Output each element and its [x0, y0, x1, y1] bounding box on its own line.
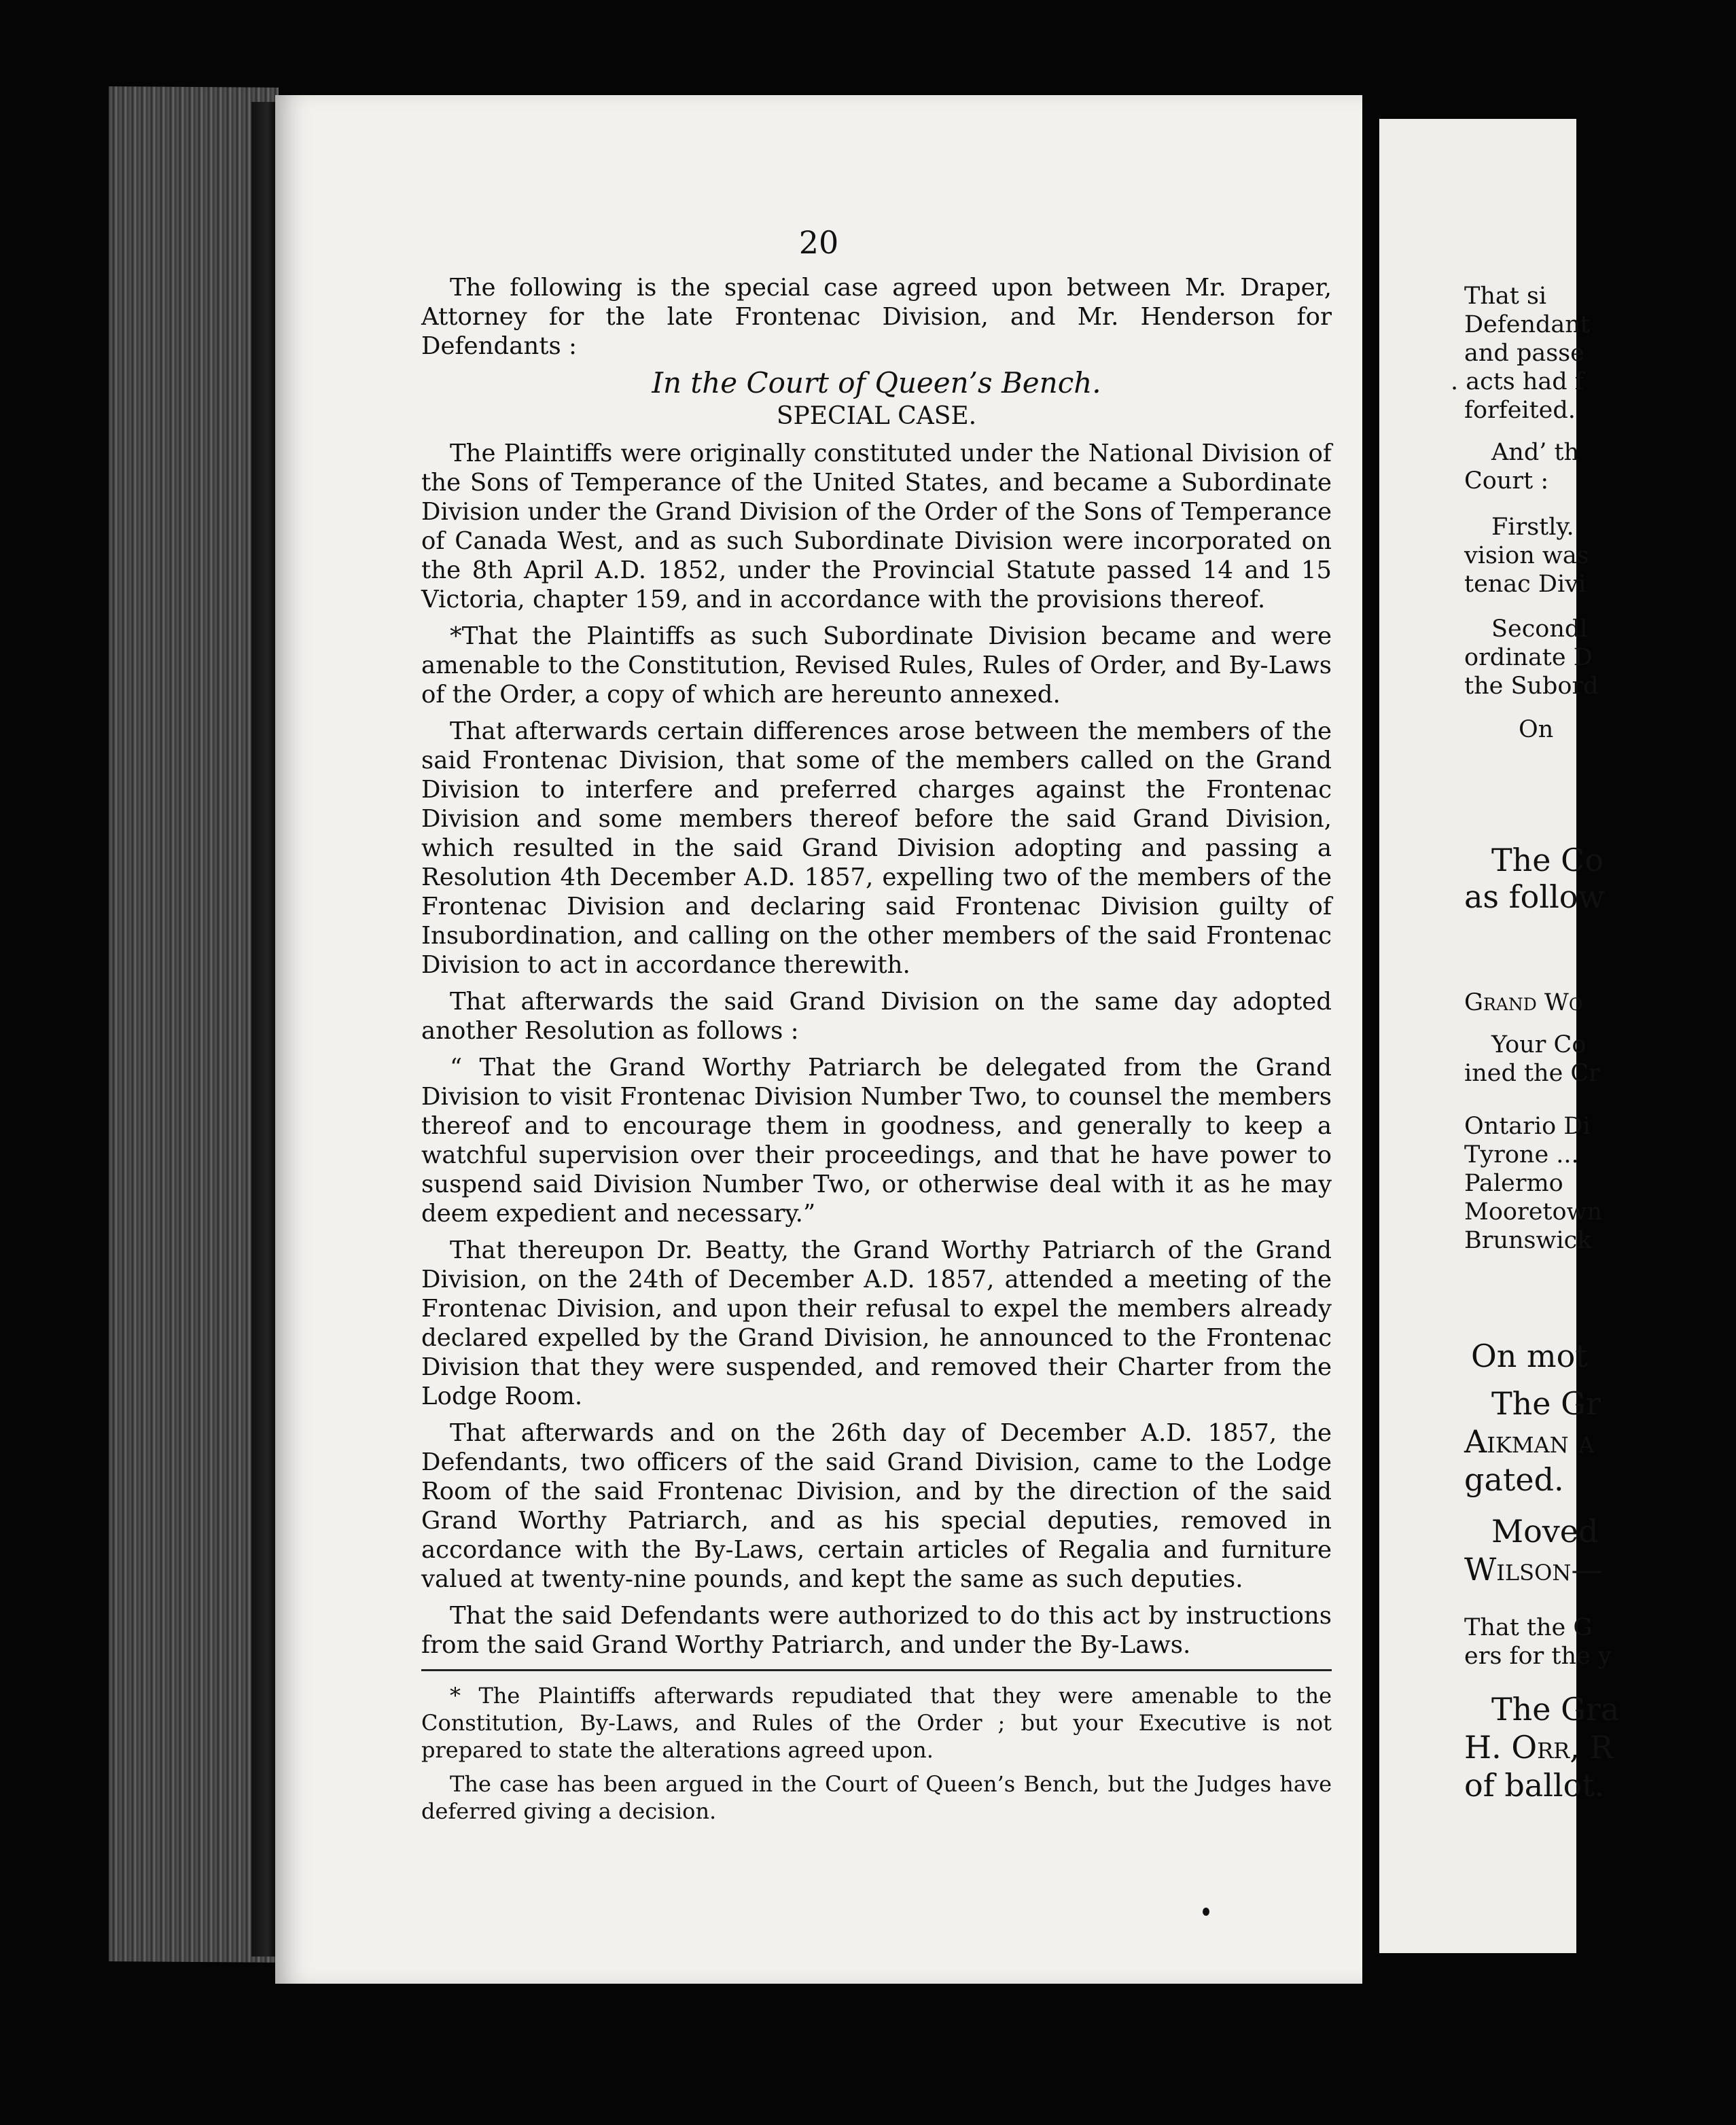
facing-line: vision was	[1464, 542, 1589, 569]
facing-line: Grand Wo	[1464, 989, 1583, 1016]
facing-line: gated.	[1464, 1461, 1564, 1498]
facing-line: Your Co	[1491, 1031, 1587, 1058]
facing-line: Firstly.	[1491, 514, 1574, 541]
facing-line: The Co	[1491, 842, 1604, 878]
facing-line: Ontario Di	[1464, 1113, 1591, 1140]
footnote: The case has been argued in the Court of Queen’s Bench, but the Judges have deferred giving a decision.	[421, 1771, 1332, 1824]
facing-line: That the G	[1464, 1614, 1593, 1641]
facing-line: Tyrone ...	[1464, 1141, 1579, 1168]
paragraph: The Plaintiffs were originally constituted under the National Division of the Sons of Temperance of the United States, and became a Subordinate Division under the Grand Division of the Order of the Sons of Temperance of Canada West, and as such Subordinate Division were incorporated on the 8th April A.D. 1852, under the Provincial Statute passed 14 and 15 Victoria, chapter 159, and in accordance with the provisions thereof.	[421, 440, 1332, 613]
paragraph: That thereupon Dr. Beatty, the Grand Worthy Patriarch of the Grand Division, on the 24th of December A.D. 1857, attended a meeting of the Frontenac Division, and upon their refusal to expel the members already declared expelled by the Grand Division, he announced to the Frontenac Division that they were suspended, and removed their Charter from the Lodge Room.	[421, 1236, 1332, 1410]
left-page	[275, 95, 1362, 1984]
paragraph: That the said Defendants were authorized to do this act by instructions from the said Grand Worthy Patriarch, and under the By-Laws.	[421, 1602, 1332, 1659]
facing-line: H. Orr, R	[1464, 1729, 1614, 1766]
facing-page	[1379, 119, 1620, 1953]
facing-line: The Gr	[1491, 1385, 1601, 1422]
facing-line: Brunswick	[1464, 1227, 1592, 1254]
intro-paragraph: The following is the special case agreed upon between Mr. Draper, Attorney for the late Frontenac Division, and Mr. Henderson for Defendants :	[421, 274, 1332, 360]
facing-line: Aikman a	[1464, 1423, 1595, 1460]
facing-line: tenac Divi	[1464, 571, 1587, 598]
page-number: 20	[798, 224, 839, 261]
facing-line: ers for the y	[1464, 1643, 1612, 1670]
facing-line: That si	[1464, 283, 1547, 310]
facing-line: Palermo	[1464, 1170, 1563, 1197]
footnote-divider	[421, 1669, 1332, 1671]
ink-spot	[1203, 1908, 1209, 1916]
facing-line: . acts had f	[1451, 368, 1584, 395]
resolution-quote: “ That the Grand Worthy Patriarch be delegated from the Grand Division to visit Frontenac Division Number Two, to counsel the members thereof and to encourage them in goodness, and generally to keep a watchful supervision over their proceedings, and that he have power to suspend said Division Number Two, or otherwise deal with it as he may deem expedient and necessary.”	[421, 1054, 1332, 1228]
special-case-heading: SPECIAL CASE.	[776, 402, 977, 430]
facing-line: forfeited.	[1464, 397, 1576, 424]
facing-line: Mooretown	[1464, 1198, 1603, 1226]
page-body	[421, 273, 1332, 1832]
facing-line: of ballot.	[1464, 1767, 1605, 1804]
facing-line: ordinate D	[1464, 644, 1593, 671]
facing-line: And’ th	[1491, 439, 1580, 466]
facing-line: Moved	[1491, 1513, 1599, 1550]
paragraph: That afterwards the said Grand Division on the same day adopted another Resolution as follows :	[421, 988, 1332, 1045]
facing-line: Court :	[1464, 467, 1549, 495]
paragraph: That afterwards certain differences arose between the members of the said Frontenac Division, that some of the members called on the Grand Division to interfere and preferred charges against the Frontenac Division and some members thereof before the said Grand Division, which resulted in the said Grand Division adopting and passing a Resolution 4th December A.D. 1857, expelling two of the members of the Frontenac Division and declaring said Frontenac Division guilty of Insubordination, and calling on the other members of the said Frontenac Division to act in accordance therewith.	[421, 717, 1332, 979]
footnote: * The Plaintiffs afterwards repudiated that they were amenable to the Constitution, By-Laws, and Rules of the Order ; but your Executive is not prepared to state the alterations agreed upon.	[421, 1683, 1332, 1763]
footnotes	[421, 1682, 1332, 1825]
book-gutter-shadow	[251, 102, 279, 1957]
facing-line: On mot	[1471, 1338, 1588, 1374]
facing-line: Secondl	[1491, 615, 1588, 643]
facing-line: Wilson—	[1464, 1551, 1603, 1588]
facing-line: Defendant	[1464, 311, 1590, 338]
facing-line: and passe	[1464, 340, 1584, 367]
paragraph: That afterwards and on the 26th day of December A.D. 1857, the Defendants, two officers of the said Grand Division, came to the Lodge Room of the said Frontenac Division, and by the direction of the said Grand Worthy Patriarch, and as his special deputies, removed in accordance with the By-Laws, certain articles of Regalia and furniture valued at twenty-nine pounds, and kept the same as such deputies.	[421, 1419, 1332, 1593]
facing-line: as follow	[1464, 878, 1605, 915]
paragraph: *That the Plaintiffs as such Subordinate Division became and were amenable to the Constitution, Revised Rules, Rules of Order, and By-Laws of the Order, a copy of which are hereunto annexed.	[421, 622, 1332, 709]
facing-line: the Subord	[1464, 673, 1599, 700]
facing-line: The Gra	[1491, 1691, 1620, 1728]
facing-line: On	[1519, 716, 1554, 743]
court-heading: In the Court of Queen’s Bench.	[652, 366, 1101, 399]
facing-line: ined the Cr	[1464, 1060, 1600, 1087]
